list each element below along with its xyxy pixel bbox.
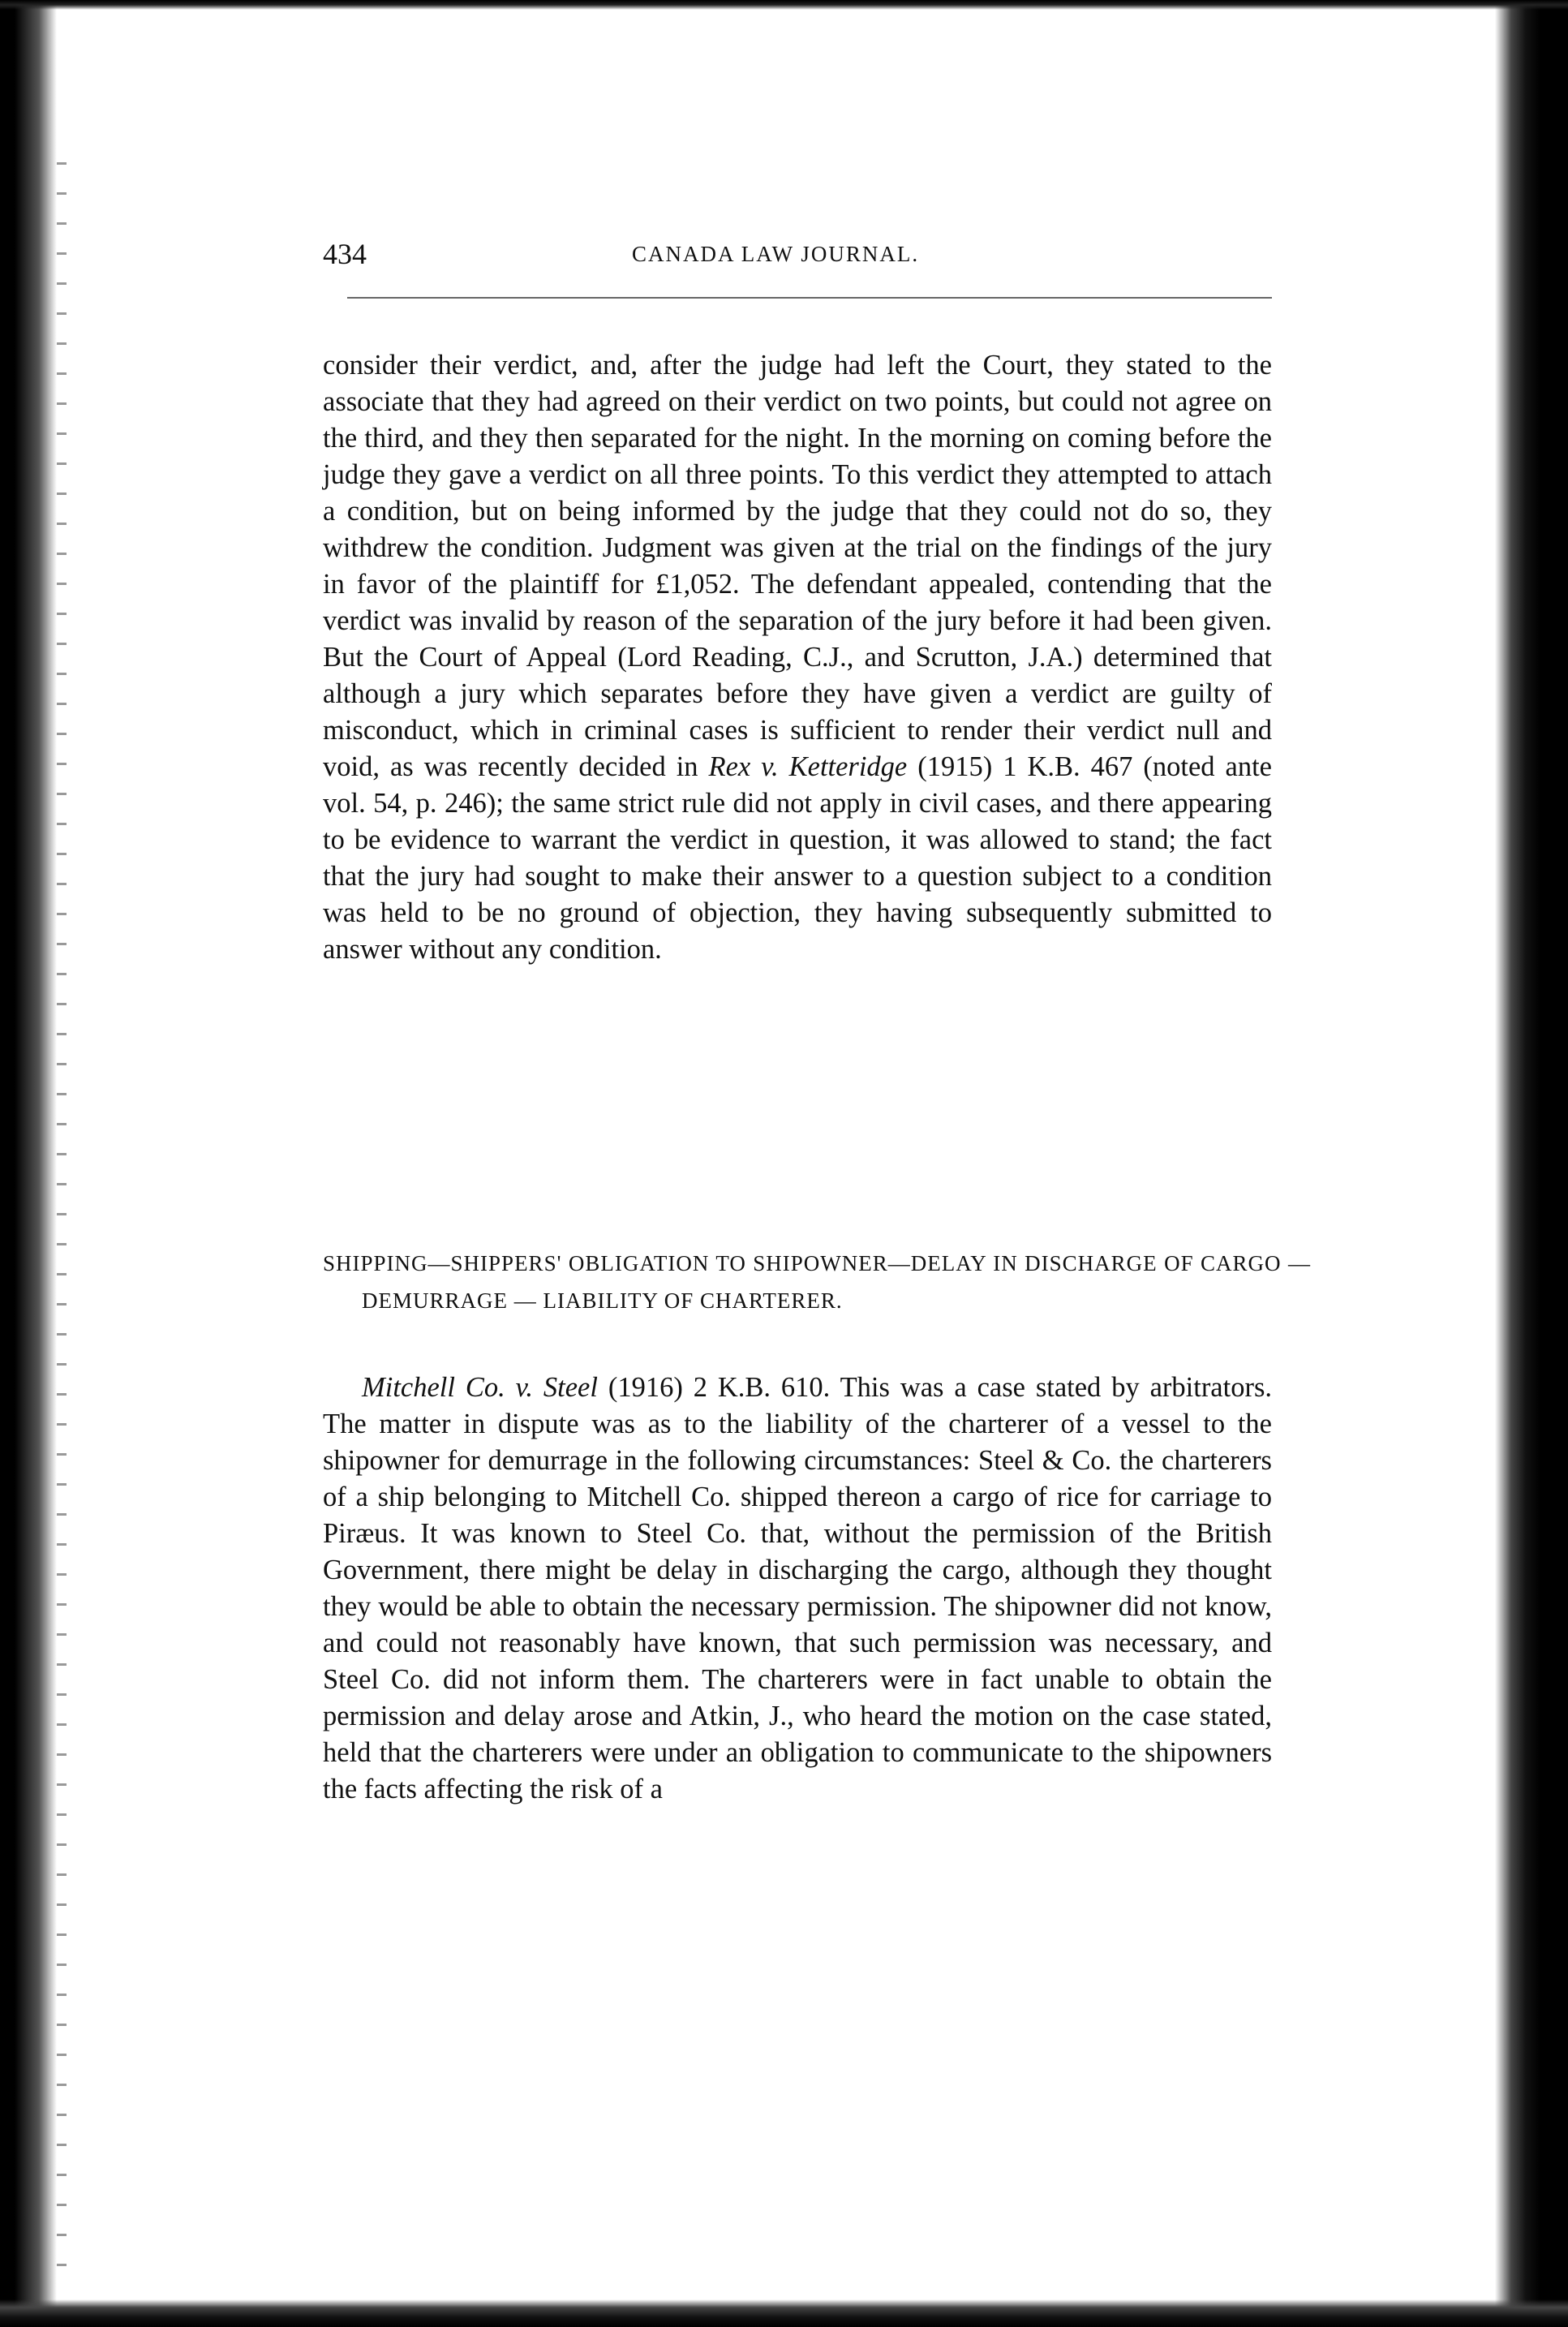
page-number: 434 [323,238,367,270]
paragraph-1-text: consider their verdict, and, after the judge had left the Court, they stated to the associate that they had agreed on their verdict on two points, but could not agree on the third, and they then separated for the night. In the morning on coming before the judge they gave a verdict on all three points. To this verdict they attempted to attach a condition, but on being informed by the judge that they could not do so, they withdrew the condition. Judgment was given at the trial on the findings of the jury in favor of the plaintiff for £1,052. The defendant appealed, contending that the verdict was invalid by reason of the separation of the jury before it had been given. But the Court of Appeal (Lord Reading, C.J., and Scrutton, J.A.) determined that although a jury which separates before they have given a verdict are guilty of misconduct, which in criminal cases is sufficient to render their verdict null and void, as was recently decided in [323,350,1272,782]
left-scan-specks [57,162,67,2272]
paragraph-1 [323,347,1272,968]
right-scan-edge [1495,0,1568,2327]
paragraph-2-text: (1916) 2 K.B. 610. This was a case stated by arbitrators. The matter in dispute was as to the liability of the charterer of a vessel to the shipowner for demurrage in the following circumstances: Steel & Co. the charterers of a ship belonging to Mitchell Co. shipped thereon a cargo of rice for carriage to Piræus. It was known to Steel Co. that, without the permission of the British Government, there might be delay in discharging the cargo, although they thought they would be able to obtain the necessary permission. The shipowner did not know, and could not reasonably have known, that such permission was necessary, and Steel Co. did not inform them. The charterers were in fact unable to obtain the permission and delay arose and Atkin, J., who heard the motion on the case stated, held that the charterers were under an obligation to communicate to the shipowners the facts affecting the risk of a [323,1372,1272,1804]
running-head: CANADA LAW JOURNAL. [632,242,920,266]
case-name-mitchell-v-steel: Mitchell Co. v. Steel [362,1372,598,1403]
page-header [323,237,1272,302]
paragraph-2 [323,1370,1272,1808]
top-scan-edge [0,0,1568,10]
paragraph-1-text-after: (1915) 1 K.B. 467 (noted ante vol. 54, p. 246); the same strict rule did not apply in civil cases, and there appearing to be evidence to warrant the verdict in question, it was allowed to stand; the fact that the jury had sought to make their answer to a question subject to a condition was held to be no ground of objection, they having subsequently submitted to answer without any condition. [323,751,1272,965]
section-heading-text: SHIPPING—SHIPPERS' OBLIGATION TO SHIPOWNER—DELAY IN DISCHARGE OF CARGO — DEMURRAGE — LIABILITY OF CHARTERER. [323,1251,1311,1313]
section-heading [323,1245,1311,1319]
bottom-scan-edge [0,2299,1568,2327]
header-rule [347,297,1272,299]
left-scan-edge [0,0,57,2327]
case-name-rex-v-ketteridge: Rex v. Ketteridge [708,751,908,782]
